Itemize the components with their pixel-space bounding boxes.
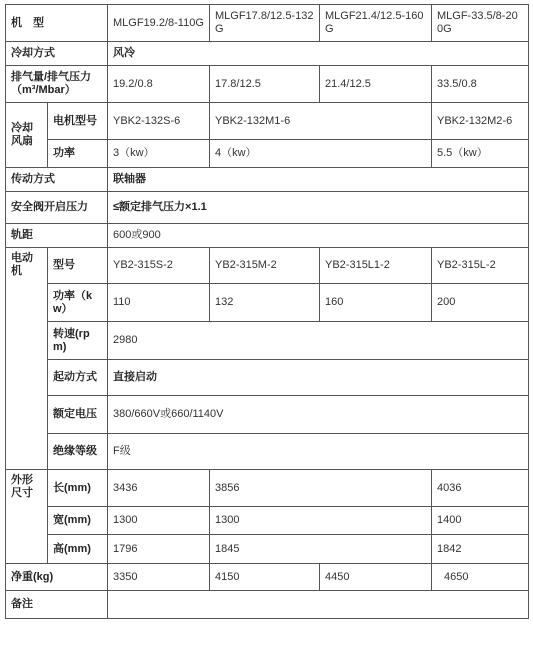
height-2: 1845 xyxy=(210,535,432,564)
cooling-method-label: 冷却方式 xyxy=(6,42,108,66)
net-weight-1: 3350 xyxy=(108,564,210,591)
net-weight-3: 4450 xyxy=(320,564,432,591)
motor-insulation-value: F级 xyxy=(108,434,529,470)
transmission-value: 联轴器 xyxy=(108,168,529,192)
motor-model-3: YB2-315L1-2 xyxy=(320,248,432,284)
net-weight-row xyxy=(6,564,529,591)
remarks-value xyxy=(108,591,529,619)
displacement-row xyxy=(6,66,529,103)
displacement-1: 19.2/0.8 xyxy=(108,66,210,103)
fan-power-label: 功率 xyxy=(48,140,108,168)
transmission-row xyxy=(6,168,529,192)
displacement-label: 排气量/排气压力（m³/Mbar） xyxy=(6,66,108,103)
motor-model-4: YB2-315L-2 xyxy=(432,248,529,284)
motor-model-label: 型号 xyxy=(48,248,108,284)
motor-power-label: 功率（kw） xyxy=(48,284,108,322)
length-3: 4036 xyxy=(432,470,529,507)
width-1: 1300 xyxy=(108,507,210,535)
motor-model-2: YB2-315M-2 xyxy=(210,248,320,284)
track-value: 600或900 xyxy=(108,224,529,248)
fan-power-3: 5.5（kw） xyxy=(432,140,529,168)
motor-voltage-value: 380/660V或660/1140V xyxy=(108,396,529,434)
track-label: 轨距 xyxy=(6,224,108,248)
displacement-2: 17.8/12.5 xyxy=(210,66,320,103)
cooling-fan-label: 冷却风扇 xyxy=(6,103,48,168)
length-row xyxy=(6,470,529,507)
transmission-label: 传动方式 xyxy=(6,168,108,192)
motor-start-value: 直接启动 xyxy=(108,360,529,396)
height-label: 高(mm) xyxy=(48,535,108,564)
remarks-label: 备注 xyxy=(6,591,108,619)
fan-motor-model-3: YBK2-132M2-6 xyxy=(432,103,529,140)
motor-model-1: YB2-315S-2 xyxy=(108,248,210,284)
motor-insulation-label: 绝缘等级 xyxy=(48,434,108,470)
remarks-row xyxy=(6,591,529,619)
net-weight-label: 净重(kg) xyxy=(6,564,108,591)
fan-motor-row xyxy=(6,103,529,140)
safety-valve-value: ≤额定排气压力×1.1 xyxy=(108,192,529,224)
fan-motor-model-label: 电机型号 xyxy=(48,103,108,140)
motor-insulation-row xyxy=(6,434,529,470)
safety-valve-label: 安全阀开启压力 xyxy=(6,192,108,224)
model-label: 机 型 xyxy=(6,5,108,42)
motor-voltage-row xyxy=(6,396,529,434)
length-label: 长(mm) xyxy=(48,470,108,507)
model-3: MLGF21.4/12.5-160G xyxy=(320,5,432,42)
safety-valve-row xyxy=(6,192,529,224)
width-label: 宽(mm) xyxy=(48,507,108,535)
length-1: 3436 xyxy=(108,470,210,507)
motor-speed-row xyxy=(6,322,529,360)
height-3: 1842 xyxy=(432,535,529,564)
motor-start-label: 起动方式 xyxy=(48,360,108,396)
motor-power-2: 132 xyxy=(210,284,320,322)
dimensions-label: 外形尺寸 xyxy=(6,470,48,564)
model-1: MLGF19.2/8-110G xyxy=(108,5,210,42)
motor-power-4: 200 xyxy=(432,284,529,322)
cooling-method-row xyxy=(6,42,529,66)
length-2: 3856 xyxy=(210,470,432,507)
motor-voltage-label: 额定电压 xyxy=(48,396,108,434)
motor-label: 电动机 xyxy=(6,248,48,470)
net-weight-4: 4650 xyxy=(432,564,529,591)
fan-motor-model-1: YBK2-132S-6 xyxy=(108,103,210,140)
motor-start-row xyxy=(6,360,529,396)
width-3: 1400 xyxy=(432,507,529,535)
net-weight-2: 4150 xyxy=(210,564,320,591)
displacement-3: 21.4/12.5 xyxy=(320,66,432,103)
motor-speed-label: 转速(rpm) xyxy=(48,322,108,360)
cooling-method-value: 风冷 xyxy=(108,42,529,66)
width-row xyxy=(6,507,529,535)
track-row xyxy=(6,224,529,248)
height-1: 1796 xyxy=(108,535,210,564)
height-row xyxy=(6,535,529,564)
fan-power-row xyxy=(6,140,529,168)
motor-power-3: 160 xyxy=(320,284,432,322)
spec-table xyxy=(5,4,529,619)
fan-motor-model-2: YBK2-132M1-6 xyxy=(210,103,432,140)
model-row xyxy=(6,5,529,42)
fan-power-2: 4（kw） xyxy=(210,140,432,168)
displacement-4: 33.5/0.8 xyxy=(432,66,529,103)
model-2: MLGF17.8/12.5-132G xyxy=(210,5,320,42)
motor-speed-value: 2980 xyxy=(108,322,529,360)
motor-model-row xyxy=(6,248,529,284)
motor-power-1: 110 xyxy=(108,284,210,322)
motor-power-row xyxy=(6,284,529,322)
model-4: MLGF-33.5/8-200G xyxy=(432,5,529,42)
fan-power-1: 3（kw） xyxy=(108,140,210,168)
width-2: 1300 xyxy=(210,507,432,535)
